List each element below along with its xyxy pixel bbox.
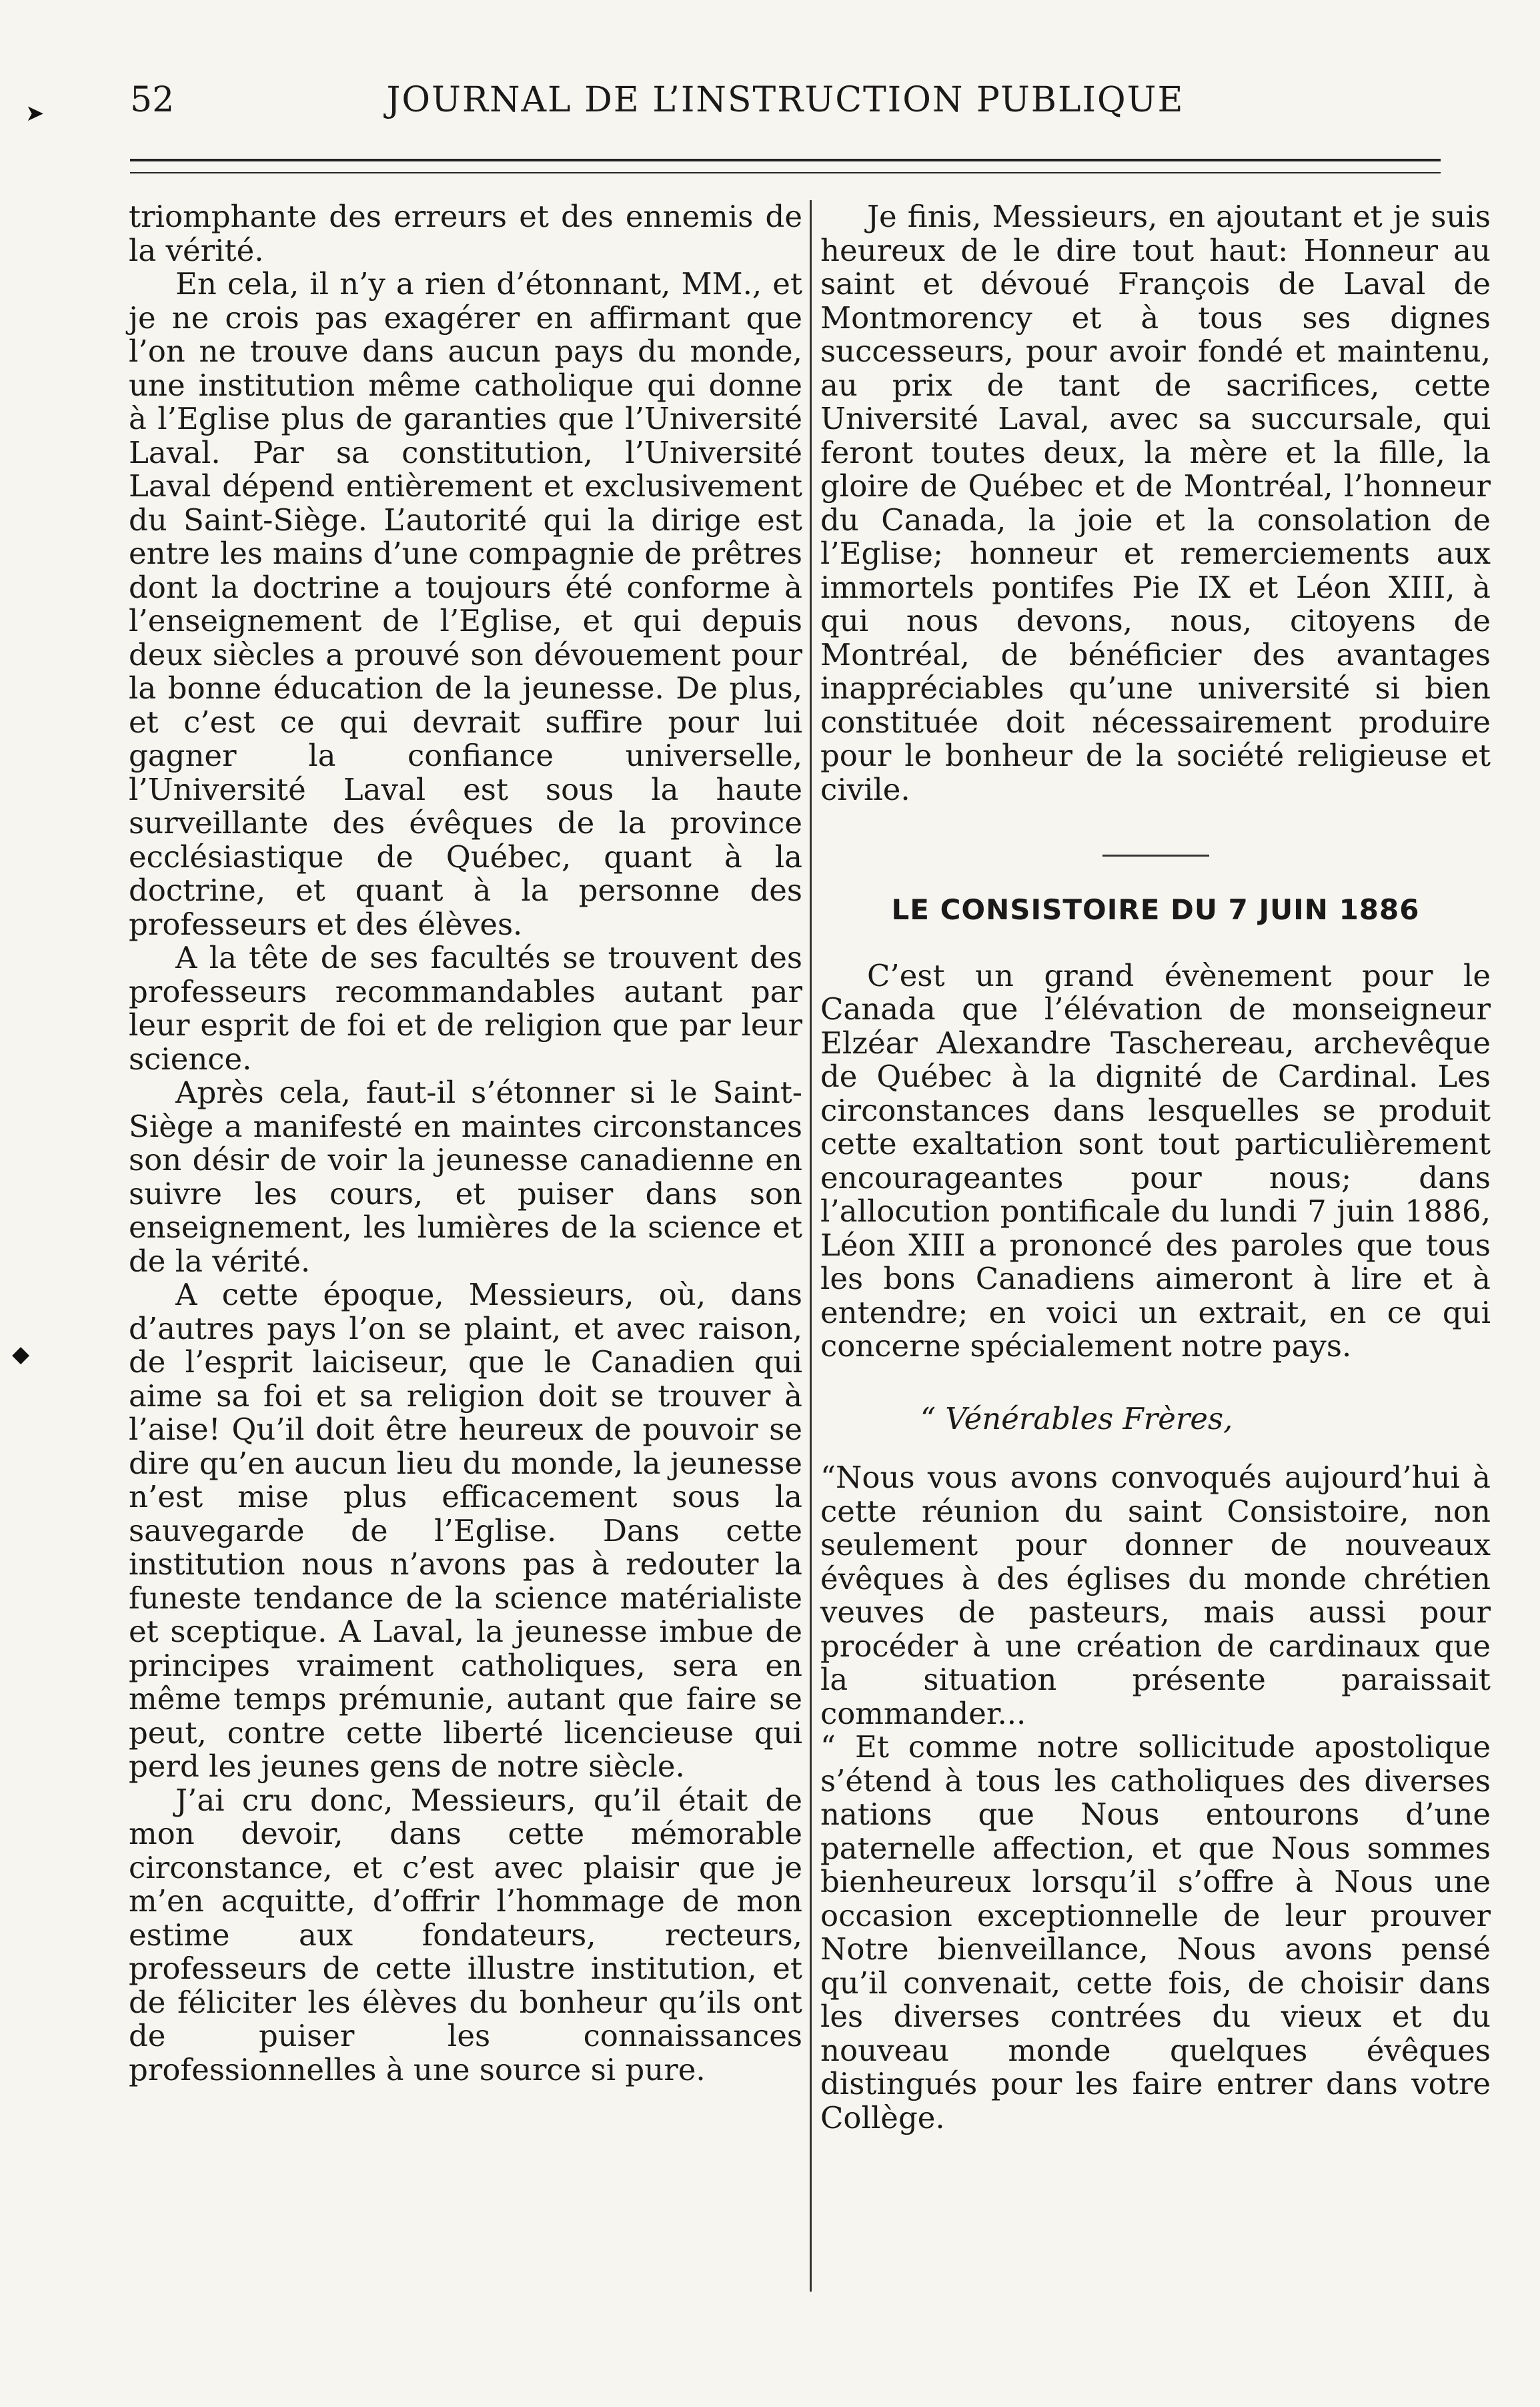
page-number: 52 (130, 80, 175, 120)
paragraph: triomphante des erreurs et des ennemis de la vérité. (129, 199, 802, 268)
quote-paragraph: “ Et comme notre sollicitude apostolique s’étend à tous les catholiques des diverses nations que Nous entourons d’une paternelle affection, et que Nous sommes bienheureux lorsqu’il s’offre à Nous une occasion exceptionnelle de leur prouver Notre bienveillance, Nous avons pensé qu’il convenait, cette fois, de choisir dans les diverses contrées du vieux et du nouveau monde quelques évêques distingués pour les faire entrer dans votre Collège. (820, 1729, 1491, 2135)
section-separator (1102, 855, 1209, 857)
quote-paragraph: “Nous vous avons convoqués aujourd’hui à cette réunion du saint Consistoire, non seulement pour donner de nouveaux évêques à des églises du monde chrétien veuves de pasteurs, mais aussi pour procéder à une création de cardinaux que la situation présente paraissait commander... (820, 1460, 1491, 1731)
margin-mark-icon: ◆ (12, 1341, 30, 1368)
left-column (129, 200, 802, 2087)
paragraph: En cela, il n’y a rien d’étonnant, MM., et je ne crois pas exagérer en affirmant que l’on ne trouve dans aucun pays du monde, une institution même catholique qui donne à l’Eglise plus de garanties que l’Université Laval. Par sa constitution, l’Université Laval dépend entièrement et exclusivement du Saint-Siège. L’autorité qui la dirige est entre les mains d’une compagnie de prêtres dont la doctrine a toujours été conforme à l’enseignement de l’Eglise, et qui depuis deux siècles a prouvé son dévouement pour la bonne éducation de la jeunesse. De plus, et c’est ce qui devrait suffire pour lui gagner la confiance universelle, l’Université Laval est sous la haute surveillante des évêques de la province ecclésiastique de Québec, quant à la doctrine, et quant à la personne des professeurs et des élèves. (129, 266, 802, 942)
right-column (820, 200, 1491, 2135)
header-rule-thick (130, 159, 1441, 161)
quote (820, 1461, 1491, 2135)
section-title: LE CONSISTOIRE DU 7 JUIN 1886 (891, 893, 1420, 926)
paragraph: C’est un grand évènement pour le Canada que l’élévation de monseigneur Elzéar Alexandre Taschereau, archevêque de Québec à la dignité de Cardinal. Les circonstances dans lesquelles se produit cette exaltation sont tout particulièrement encourageantes pour nous; dans l’allocution pontificale du lundi 7 juin 1886, Léon XIII a prononcé des paroles que tous les bons Canadiens aimeront à lire et à entendre; en voici un extrait, en ce qui concerne spécialement notre pays. (820, 957, 1491, 1364)
paragraph: Je finis, Messieurs, en ajoutant et je suis heureux de le dire tout haut: Honneur au saint et dévoué François de Laval de Montmorency et à tous ses dignes successeurs, pour avoir fondé et maintenu, au prix de tant de sacrifices, cette Université Laval, avec sa succursale, qui feront toutes deux, la mère et la fille, la gloire de Québec et de Montréal, l’honneur du Canada, la joie et la consolation de l’Eglise; honneur et remerciements aux immortels pontifes Pie IX et Léon XIII, à qui nous devons, nous, citoyens de Montréal, de bénéficier des avantages inappréciables qu’une université si bien constituée doit nécessairement produire pour le bonheur de la société religieuse et civile. (820, 199, 1491, 807)
paragraph: J’ai cru donc, Messieurs, qu’il était de mon devoir, dans cette mémorable circonstance, et c’est avec plaisir que je m’en acquitte, d’offrir l’hommage de mon estime aux fondateurs, recteurs, professeurs de cette illustre institution, et de féliciter les élèves du bonheur qu’ils ont de puiser les connaissances professionnelles à une source si pure. (129, 1782, 802, 2087)
paragraph: A cette époque, Messieurs, où, dans d’autres pays l’on se plaint, et avec raison, de l’esprit laiciseur, que le Canadien qui aime sa foi et sa religion doit se trouver à l’aise! Qu’il doit être heureux de pouvoir se dire qu’en aucun lieu du monde, la jeunesse n’est mise plus efficacement sous la sauvegarde de l’Eglise. Dans cette institution nous n’avons pas à redouter la funeste tendance de la science matérialiste et sceptique. A Laval, la jeunesse imbue de principes vraiment catholiques, sera en même temps prémunie, autant que faire se peut, contre cette liberté licencieuse qui perd les jeunes gens de notre siècle. (129, 1277, 802, 1784)
margin-mark-icon: ➤ (25, 100, 45, 127)
header-rule-thin (130, 172, 1441, 173)
salutation: “ Vénérables Frères, (920, 1400, 1233, 1436)
page-header (130, 80, 1441, 133)
running-title: JOURNAL DE L’INSTRUCTION PUBLIQUE (386, 80, 1185, 120)
column-divider (810, 200, 812, 2292)
paragraph: A la tête de ses facultés se trouvent des professeurs recommandables autant par leur esprit de foi et de religion que par leur science. (129, 940, 802, 1077)
paragraph: Après cela, faut-il s’étonner si le Saint-Siège a manifesté en maintes circonstances son désir de voir la jeunesse canadienne en suivre les cours, et puiser dans son enseignement, les lumières de la science et de la vérité. (129, 1075, 802, 1279)
